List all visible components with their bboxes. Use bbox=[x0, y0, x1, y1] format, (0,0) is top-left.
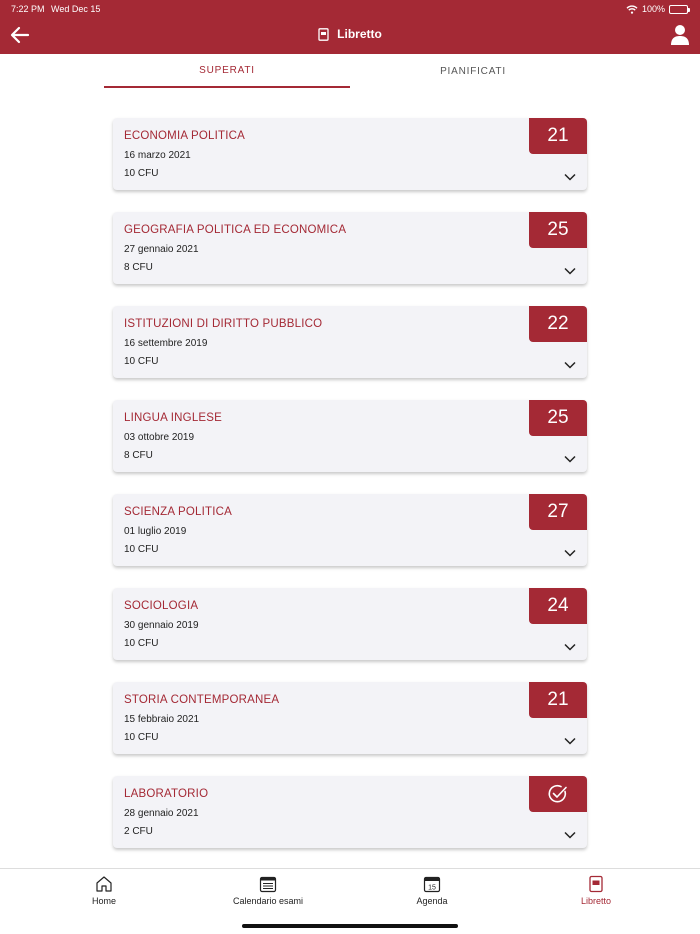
exam-grade-badge bbox=[529, 776, 587, 812]
exam-date: 27 gennaio 2021 bbox=[124, 244, 199, 255]
nav-home-label: Home bbox=[91, 896, 116, 906]
exam-date: 30 gennaio 2019 bbox=[124, 620, 199, 631]
libretto-book-icon bbox=[587, 875, 605, 893]
exam-card[interactable] bbox=[113, 306, 587, 378]
exam-grade: 22 bbox=[529, 306, 587, 342]
chevron-down-icon[interactable] bbox=[564, 737, 576, 745]
calendar-list-icon bbox=[259, 875, 277, 893]
exam-grade: 27 bbox=[529, 494, 587, 530]
exam-card[interactable] bbox=[113, 494, 587, 566]
tab-pianificati[interactable]: PIANIFICATI bbox=[440, 65, 506, 77]
chevron-down-icon[interactable] bbox=[564, 173, 576, 181]
tab-superati[interactable]: SUPERATI bbox=[104, 54, 350, 88]
exam-date: 16 marzo 2021 bbox=[124, 150, 191, 161]
nav-calendario-esami[interactable] bbox=[208, 875, 328, 906]
exam-card[interactable] bbox=[113, 212, 587, 284]
home-indicator bbox=[242, 924, 458, 928]
battery-icon bbox=[669, 5, 688, 14]
chevron-down-icon[interactable] bbox=[564, 361, 576, 369]
exam-name: GEOGRAFIA POLITICA ED ECONOMICA bbox=[124, 224, 347, 236]
exam-grade: 21 bbox=[529, 118, 587, 154]
bottom-nav bbox=[0, 868, 700, 934]
exam-date: 01 luglio 2019 bbox=[124, 526, 187, 537]
check-badge-icon bbox=[547, 783, 569, 805]
exam-grade: 21 bbox=[529, 682, 587, 718]
exam-cfu: 8 CFU bbox=[124, 450, 153, 461]
exam-cfu: 10 CFU bbox=[124, 356, 159, 367]
nav-libretto[interactable] bbox=[536, 875, 656, 906]
exam-card[interactable] bbox=[113, 118, 587, 190]
status-right bbox=[626, 4, 688, 14]
exam-date: 28 gennaio 2021 bbox=[124, 808, 199, 819]
libretto-book-icon bbox=[318, 28, 329, 41]
exam-card[interactable] bbox=[113, 776, 587, 848]
exam-name: STORIA CONTEMPORANEA bbox=[124, 694, 280, 706]
exam-name: LABORATORIO bbox=[124, 788, 209, 800]
nav-agenda[interactable] bbox=[372, 875, 492, 906]
nav-agenda-label: Agenda bbox=[416, 896, 448, 906]
exam-name: ECONOMIA POLITICA bbox=[124, 130, 245, 142]
exam-name: SOCIOLOGIA bbox=[124, 600, 199, 612]
tab-bar bbox=[0, 54, 700, 88]
exam-cfu: 10 CFU bbox=[124, 638, 159, 649]
exam-date: 03 ottobre 2019 bbox=[124, 432, 195, 443]
exam-date: 16 settembre 2019 bbox=[124, 338, 208, 349]
exam-card[interactable] bbox=[113, 682, 587, 754]
exam-list bbox=[113, 118, 587, 912]
chevron-down-icon[interactable] bbox=[564, 831, 576, 839]
status-date: Wed Dec 15 bbox=[51, 4, 101, 14]
nav-home[interactable] bbox=[44, 875, 164, 906]
exam-grade: 24 bbox=[529, 588, 587, 624]
exam-name: LINGUA INGLESE bbox=[124, 412, 223, 424]
page-title: Libretto bbox=[337, 27, 382, 41]
exam-cfu: 10 CFU bbox=[124, 732, 159, 743]
exam-card[interactable] bbox=[113, 400, 587, 472]
chevron-down-icon[interactable] bbox=[564, 549, 576, 557]
home-icon bbox=[95, 875, 113, 893]
exam-name: SCIENZA POLITICA bbox=[124, 506, 233, 518]
exam-name: ISTITUZIONI DI DIRITTO PUBBLICO bbox=[124, 318, 323, 330]
battery-percent: 100% bbox=[641, 4, 665, 14]
app-header bbox=[0, 0, 700, 54]
chevron-down-icon[interactable] bbox=[564, 455, 576, 463]
exam-cfu: 10 CFU bbox=[124, 544, 159, 555]
agenda-calendar-icon bbox=[423, 875, 441, 893]
exam-grade: 25 bbox=[529, 212, 587, 248]
agenda-icon-day: 15 bbox=[428, 884, 436, 892]
exam-cfu: 2 CFU bbox=[124, 826, 153, 837]
chevron-down-icon[interactable] bbox=[564, 643, 576, 651]
status-bar bbox=[0, 4, 700, 16]
exam-cfu: 8 CFU bbox=[124, 262, 153, 273]
exam-cfu: 10 CFU bbox=[124, 168, 159, 179]
nav-calendario-label: Calendario esami bbox=[232, 896, 304, 906]
exam-grade: 25 bbox=[529, 400, 587, 436]
exam-card[interactable] bbox=[113, 588, 587, 660]
status-time: 7:22 PM bbox=[11, 4, 45, 14]
nav-libretto-label: Libretto bbox=[580, 896, 612, 906]
exam-date: 15 febbraio 2021 bbox=[124, 714, 200, 725]
chevron-down-icon[interactable] bbox=[564, 267, 576, 275]
wifi-icon bbox=[626, 5, 638, 14]
user-profile-icon[interactable] bbox=[670, 24, 690, 46]
header-title-group bbox=[0, 27, 700, 41]
